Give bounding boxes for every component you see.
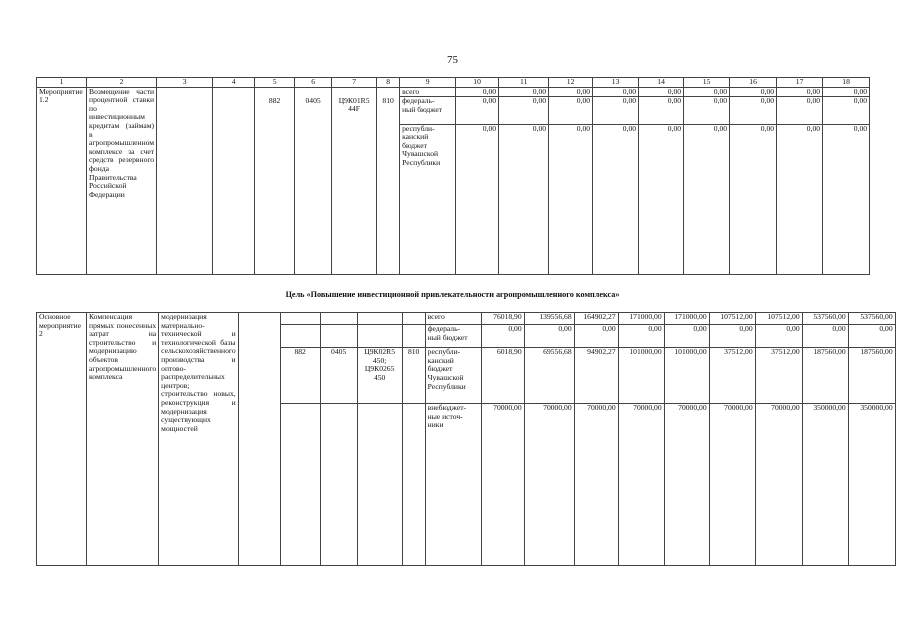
amount-cell: 0,00 bbox=[618, 325, 664, 348]
empty-cell bbox=[402, 404, 425, 566]
col-num: 2 bbox=[87, 78, 157, 88]
funding-source: внебюджет- ные источ- ники bbox=[425, 404, 481, 566]
amount-cell: 0,00 bbox=[730, 97, 777, 124]
amount-cell: 171000,00 bbox=[618, 313, 664, 325]
amount-cell: 70000,00 bbox=[664, 404, 709, 566]
funding-source: республи- канский бюджет Чувашской Республики bbox=[400, 124, 456, 274]
amount-cell: 70000,00 bbox=[709, 404, 755, 566]
amount-cell: 0,00 bbox=[684, 97, 730, 124]
goal-heading: Цель «Повышение инвестиционной привлекательности агропромышленного комплекса» bbox=[285, 290, 620, 299]
amount-cell: 0,00 bbox=[848, 325, 895, 348]
empty-cell bbox=[377, 124, 400, 274]
amount-cell: 76018,90 bbox=[481, 313, 524, 325]
funding-source: всего bbox=[400, 87, 456, 97]
col-num: 18 bbox=[823, 78, 870, 88]
section-code: 0405 bbox=[295, 97, 332, 124]
amount-cell: 139556,68 bbox=[524, 313, 574, 325]
amount-cell: 0,00 bbox=[549, 87, 593, 97]
amount-cell: 0,00 bbox=[549, 97, 593, 124]
empty-cell bbox=[238, 313, 280, 566]
amount-cell: 0,00 bbox=[823, 97, 870, 124]
amount-cell: 0,00 bbox=[549, 124, 593, 274]
table-row bbox=[37, 313, 896, 325]
program-table-part-1 bbox=[36, 77, 870, 275]
amount-cell: 0,00 bbox=[823, 87, 870, 97]
amount-cell: 537560,00 bbox=[848, 313, 895, 325]
amount-cell: 0,00 bbox=[456, 124, 499, 274]
amount-cell: 70000,00 bbox=[481, 404, 524, 566]
amount-cell: 0,00 bbox=[684, 124, 730, 274]
amount-cell: 0,00 bbox=[777, 97, 823, 124]
empty-cell bbox=[280, 313, 320, 325]
amount-cell: 0,00 bbox=[481, 325, 524, 348]
empty-cell bbox=[402, 325, 425, 348]
empty-cell bbox=[280, 325, 320, 348]
col-num: 1 bbox=[37, 78, 87, 88]
amount-cell: 0,00 bbox=[639, 87, 684, 97]
amount-cell: 171000,00 bbox=[664, 313, 709, 325]
col-num: 12 bbox=[549, 78, 593, 88]
funding-source: федераль- ный бюджет bbox=[400, 97, 456, 124]
amount-cell: 0,00 bbox=[574, 325, 618, 348]
empty-cell bbox=[295, 124, 332, 274]
amount-cell: 350000,00 bbox=[848, 404, 895, 566]
amount-cell: 0,00 bbox=[456, 97, 499, 124]
amount-cell: 0,00 bbox=[456, 87, 499, 97]
col-num: 10 bbox=[456, 78, 499, 88]
empty-cell bbox=[320, 404, 357, 566]
amount-cell: 70000,00 bbox=[618, 404, 664, 566]
table-row bbox=[37, 87, 870, 97]
expected-result: модернизация материально-технической и технологической базы сельскохозяйственного производства и оптово-распределительных центров; строительство новых, реконструкция и модернизация существующих мощностей bbox=[159, 313, 238, 566]
page-number: 75 bbox=[447, 54, 458, 66]
amount-cell: 70000,00 bbox=[755, 404, 802, 566]
expense-type-code: 810 bbox=[402, 348, 425, 404]
col-num: 9 bbox=[400, 78, 456, 88]
amount-cell: 0,00 bbox=[499, 87, 549, 97]
empty-cell bbox=[402, 313, 425, 325]
amount-cell: 0,00 bbox=[639, 97, 684, 124]
empty-cell bbox=[332, 124, 377, 274]
amount-cell: 70000,00 bbox=[574, 404, 618, 566]
empty-cell bbox=[255, 87, 295, 97]
amount-cell: 0,00 bbox=[593, 97, 639, 124]
amount-cell: 69556,68 bbox=[524, 348, 574, 404]
empty-cell bbox=[332, 87, 377, 97]
amount-cell: 70000,00 bbox=[524, 404, 574, 566]
col-num: 4 bbox=[213, 78, 255, 88]
target-article-code: Ц9К01R5 44F bbox=[332, 97, 377, 124]
empty-cell bbox=[357, 313, 402, 325]
column-number-row bbox=[37, 78, 870, 88]
amount-cell: 0,00 bbox=[499, 97, 549, 124]
col-num: 8 bbox=[377, 78, 400, 88]
col-num: 14 bbox=[639, 78, 684, 88]
empty-cell bbox=[320, 313, 357, 325]
col-num: 7 bbox=[332, 78, 377, 88]
amount-cell: 107512,00 bbox=[709, 313, 755, 325]
col-num: 16 bbox=[730, 78, 777, 88]
grbs-code: 882 bbox=[255, 97, 295, 124]
amount-cell: 0,00 bbox=[730, 124, 777, 274]
amount-cell: 0,00 bbox=[802, 325, 848, 348]
funding-source: федераль- ный бюджет bbox=[425, 325, 481, 348]
grbs-code: 882 bbox=[280, 348, 320, 404]
empty-cell bbox=[357, 325, 402, 348]
amount-cell: 101000,00 bbox=[618, 348, 664, 404]
expense-type-code: 810 bbox=[377, 97, 400, 124]
amount-cell: 107512,00 bbox=[755, 313, 802, 325]
amount-cell: 350000,00 bbox=[802, 404, 848, 566]
empty-cell bbox=[255, 124, 295, 274]
amount-cell: 0,00 bbox=[730, 87, 777, 97]
amount-cell: 0,00 bbox=[684, 87, 730, 97]
amount-cell: 101000,00 bbox=[664, 348, 709, 404]
empty-cell bbox=[213, 87, 255, 274]
amount-cell: 0,00 bbox=[499, 124, 549, 274]
amount-cell: 0,00 bbox=[639, 124, 684, 274]
col-num: 15 bbox=[684, 78, 730, 88]
empty-cell bbox=[357, 404, 402, 566]
section-code: 0405 bbox=[320, 348, 357, 404]
empty-cell bbox=[295, 87, 332, 97]
amount-cell: 0,00 bbox=[709, 325, 755, 348]
col-num: 5 bbox=[255, 78, 295, 88]
amount-cell: 6018,90 bbox=[481, 348, 524, 404]
empty-cell bbox=[377, 87, 400, 97]
col-num: 3 bbox=[157, 78, 213, 88]
amount-cell: 0,00 bbox=[755, 325, 802, 348]
col-num: 17 bbox=[777, 78, 823, 88]
col-num: 6 bbox=[295, 78, 332, 88]
amount-cell: 37512,00 bbox=[755, 348, 802, 404]
amount-cell: 0,00 bbox=[664, 325, 709, 348]
activity-name: Мероприятие 1.2 bbox=[37, 87, 87, 274]
amount-cell: 187560,00 bbox=[802, 348, 848, 404]
amount-cell: 94902,27 bbox=[574, 348, 618, 404]
activity-description: Компенсация прямых понесенных затрат на строительство и модернизацию объектов агропромышленного комплекса bbox=[87, 313, 159, 566]
activity-description: Возмещение части процентной ставки по инвестиционным кредитам (займам) в агропромышленном комплексе за счет средств резервного фонда Правительства Российской Федерации bbox=[87, 87, 157, 274]
amount-cell: 0,00 bbox=[593, 87, 639, 97]
col-num: 13 bbox=[593, 78, 639, 88]
empty-cell bbox=[320, 325, 357, 348]
amount-cell: 164902,27 bbox=[574, 313, 618, 325]
amount-cell: 537560,00 bbox=[802, 313, 848, 325]
col-num: 11 bbox=[499, 78, 549, 88]
amount-cell: 0,00 bbox=[593, 124, 639, 274]
empty-cell bbox=[280, 404, 320, 566]
amount-cell: 37512,00 bbox=[709, 348, 755, 404]
expected-result bbox=[157, 87, 213, 274]
amount-cell: 0,00 bbox=[524, 325, 574, 348]
amount-cell: 0,00 bbox=[777, 124, 823, 274]
funding-source: всего bbox=[425, 313, 481, 325]
activity-name: Основное мероприятие 2 bbox=[37, 313, 87, 566]
amount-cell: 0,00 bbox=[823, 124, 870, 274]
amount-cell: 187560,00 bbox=[848, 348, 895, 404]
amount-cell: 0,00 bbox=[777, 87, 823, 97]
program-table-part-2 bbox=[36, 312, 896, 566]
funding-source: республи- канский бюджет Чувашской Республики bbox=[425, 348, 481, 404]
target-article-code: Ц9К02R5 450; Ц9К0265 450 bbox=[357, 348, 402, 404]
